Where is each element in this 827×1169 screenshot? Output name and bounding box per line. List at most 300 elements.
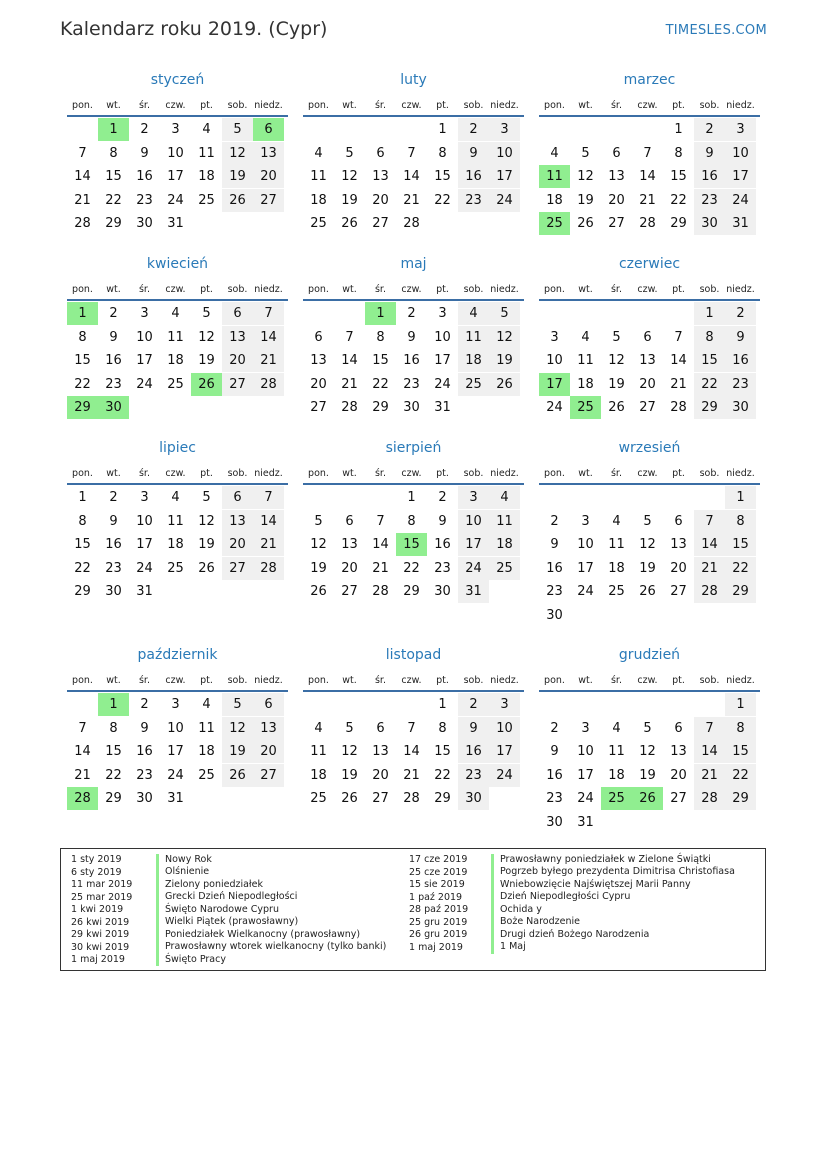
legend-holiday-name: Pogrzeb byłego prezydenta Dimitrisa Christofiasa — [491, 866, 735, 879]
weekday-header: czw. — [165, 675, 186, 686]
day-cell: 23 — [725, 373, 756, 396]
day-cell: 10 — [136, 329, 153, 345]
day-cell: 4 — [202, 697, 211, 712]
day-cell: 4 — [612, 513, 621, 529]
day-cell: 27 — [310, 400, 327, 415]
day-cell: 18 — [608, 560, 625, 576]
day-cell: 1 — [98, 118, 129, 141]
day-cell: 24 — [489, 189, 520, 212]
day-cell: 5 — [345, 720, 354, 736]
day-cell: 1 — [67, 302, 98, 325]
day-cell: 11 — [489, 510, 520, 533]
day-cell: 21 — [74, 192, 91, 208]
day-cell: 16 — [105, 353, 122, 368]
day-cell: 21 — [403, 192, 420, 208]
weekday-header: pon. — [72, 675, 93, 686]
legend-holiday-name: Prawosławny wtorek wielkanocny (tylko banki) — [156, 941, 386, 954]
day-cell: 12 — [639, 537, 656, 552]
weekday-header: wt. — [342, 284, 357, 295]
day-cell: 4 — [314, 720, 323, 736]
day-cell: 8 — [674, 145, 683, 161]
day-cell: 7 — [674, 329, 683, 345]
day-cell: 26 — [341, 216, 358, 231]
day-cell: 17 — [434, 353, 451, 368]
day-cell: 3 — [171, 697, 180, 712]
day-cell: 15 — [74, 537, 91, 552]
day-cell: 13 — [372, 169, 389, 184]
weekday-header: śr. — [610, 284, 622, 295]
day-cell: 29 — [670, 216, 687, 231]
day-cell: 22 — [434, 767, 451, 783]
legend-date: 6 sty 2019 — [71, 866, 122, 878]
weekday-header: czw. — [401, 100, 422, 111]
header-rule — [67, 299, 288, 301]
weekday-header: pt. — [672, 468, 685, 479]
day-cell: 21 — [74, 767, 91, 783]
weekday-header: czw. — [637, 468, 658, 479]
day-cell: 1 — [98, 693, 129, 716]
weekday-header: śr. — [374, 284, 386, 295]
day-cell: 6 — [314, 329, 323, 345]
weekday-header: czw. — [165, 468, 186, 479]
weekday-header: niedz. — [254, 468, 283, 479]
legend-date: 1 paź 2019 — [409, 891, 463, 903]
day-cell: 5 — [612, 329, 621, 345]
day-cell: 11 — [310, 169, 327, 184]
day-cell: 3 — [581, 513, 590, 529]
day-cell: 10 — [489, 142, 520, 165]
weekday-header: sob. — [699, 100, 720, 111]
day-cell: 17 — [136, 353, 153, 368]
day-cell: 18 — [167, 537, 184, 552]
day-cell: 15 — [105, 744, 122, 759]
month-name: listopad — [385, 647, 442, 663]
day-cell: 20 — [372, 767, 389, 783]
day-cell: 4 — [581, 329, 590, 345]
day-cell: 21 — [341, 376, 358, 392]
day-cell: 17 — [725, 165, 756, 188]
day-cell: 15 — [434, 744, 451, 759]
day-cell: 9 — [458, 717, 489, 740]
day-cell: 23 — [458, 764, 489, 787]
day-cell: 3 — [458, 486, 489, 509]
day-cell: 24 — [167, 767, 184, 783]
day-cell: 1 — [407, 490, 416, 505]
day-cell: 16 — [434, 537, 451, 552]
day-cell: 5 — [222, 693, 253, 716]
day-cell: 3 — [550, 329, 559, 345]
day-cell: 28 — [670, 400, 687, 415]
day-cell: 2 — [694, 118, 725, 141]
day-cell: 2 — [550, 720, 559, 736]
day-cell: 2 — [438, 490, 447, 505]
day-cell: 27 — [639, 400, 656, 415]
day-cell: 25 — [198, 192, 215, 208]
day-cell: 6 — [376, 720, 385, 736]
header-rule — [539, 690, 760, 692]
weekday-header: pt. — [436, 284, 449, 295]
weekday-header: śr. — [374, 468, 386, 479]
legend-holiday-name: Boże Narodzenie — [491, 916, 580, 929]
day-cell: 7 — [345, 329, 354, 345]
legend-holiday-name: Dzień Niepodległości Cypru — [491, 891, 630, 904]
day-cell: 22 — [725, 557, 756, 580]
day-cell: 16 — [403, 353, 420, 368]
day-cell: 10 — [725, 142, 756, 165]
weekday-header: niedz. — [726, 468, 755, 479]
day-cell: 20 — [639, 376, 656, 392]
day-cell: 29 — [105, 216, 122, 231]
day-cell: 16 — [105, 537, 122, 552]
weekday-header: śr. — [138, 100, 150, 111]
day-cell: 21 — [253, 349, 284, 372]
month-name: sierpień — [385, 440, 442, 456]
legend-date: 25 mar 2019 — [71, 891, 133, 903]
day-cell: 5 — [489, 302, 520, 325]
day-cell: 1 — [725, 693, 756, 716]
day-cell: 19 — [310, 560, 327, 576]
header-rule — [67, 690, 288, 692]
day-cell: 16 — [725, 349, 756, 372]
weekday-header: wt. — [342, 675, 357, 686]
weekday-header: pon. — [544, 100, 565, 111]
day-cell: 6 — [612, 145, 621, 161]
weekday-header: niedz. — [254, 100, 283, 111]
day-cell: 19 — [198, 537, 215, 552]
weekday-header: niedz. — [490, 675, 519, 686]
day-cell: 30 — [403, 400, 420, 415]
day-cell: 28 — [639, 216, 656, 231]
day-cell: 21 — [670, 376, 687, 392]
weekday-header: niedz. — [726, 675, 755, 686]
legend-holiday-name: Grecki Dzień Niepodległości — [156, 891, 297, 904]
day-cell: 7 — [253, 486, 284, 509]
weekday-header: śr. — [374, 675, 386, 686]
month-name: wrzesień — [618, 440, 681, 456]
day-cell: 26 — [577, 216, 594, 231]
day-cell: 19 — [489, 349, 520, 372]
weekday-header: śr. — [610, 468, 622, 479]
day-cell: 18 — [577, 376, 594, 392]
day-cell: 16 — [546, 560, 563, 576]
day-cell: 2 — [140, 122, 149, 137]
day-cell: 17 — [489, 740, 520, 763]
day-cell: 2 — [458, 118, 489, 141]
day-cell: 22 — [434, 192, 451, 208]
day-cell: 20 — [222, 349, 253, 372]
day-cell: 8 — [438, 145, 447, 161]
day-cell: 4 — [314, 145, 323, 161]
day-cell: 4 — [550, 145, 559, 161]
day-cell: 15 — [725, 533, 756, 556]
day-cell: 21 — [403, 767, 420, 783]
day-cell: 24 — [434, 376, 451, 392]
day-cell: 18 — [458, 349, 489, 372]
day-cell: 6 — [222, 302, 253, 325]
weekday-header: pt. — [672, 100, 685, 111]
day-cell: 20 — [341, 560, 358, 576]
legend-date: 28 paź 2019 — [409, 904, 469, 915]
day-cell: 19 — [198, 353, 215, 368]
day-cell: 13 — [253, 717, 284, 740]
day-cell: 16 — [458, 165, 489, 188]
day-cell: 30 — [136, 216, 153, 231]
day-cell: 29 — [105, 791, 122, 806]
day-cell: 2 — [407, 306, 416, 321]
day-cell: 28 — [403, 216, 420, 231]
day-cell: 3 — [725, 118, 756, 141]
day-cell: 25 — [310, 216, 327, 231]
weekday-header: czw. — [637, 100, 658, 111]
day-cell: 23 — [136, 767, 153, 783]
month-name: grudzień — [618, 647, 681, 663]
day-cell: 20 — [310, 376, 327, 392]
day-cell: 23 — [546, 791, 563, 806]
day-cell: 24 — [167, 192, 184, 208]
day-cell: 8 — [438, 720, 447, 736]
day-cell: 11 — [608, 744, 625, 759]
weekday-header: pt. — [200, 284, 213, 295]
day-cell: 12 — [577, 169, 594, 184]
day-cell: 29 — [403, 584, 420, 599]
weekday-header: sob. — [463, 284, 484, 295]
day-cell: 21 — [372, 560, 389, 576]
holiday-legend — [60, 848, 766, 971]
weekday-header: sob. — [227, 468, 248, 479]
legend-holiday-name: Święto Pracy — [156, 954, 226, 967]
day-cell: 13 — [341, 537, 358, 552]
day-cell: 20 — [253, 740, 284, 763]
day-cell: 14 — [639, 169, 656, 184]
day-cell: 2 — [109, 306, 118, 321]
day-cell: 17 — [167, 169, 184, 184]
day-cell: 24 — [458, 557, 489, 580]
weekday-header: wt. — [106, 284, 121, 295]
day-cell: 25 — [167, 376, 184, 392]
day-cell: 5 — [202, 490, 211, 505]
legend-holiday-name: Drugi dzień Bożego Narodzenia — [491, 929, 649, 942]
page-title: Kalendarz roku 2019. (Cypr) — [60, 18, 328, 40]
day-cell: 6 — [253, 118, 284, 141]
day-cell: 19 — [341, 192, 358, 208]
day-cell: 8 — [725, 510, 756, 533]
day-cell: 17 — [577, 560, 594, 576]
day-cell: 8 — [78, 513, 87, 529]
day-cell: 9 — [109, 513, 118, 529]
weekday-header: śr. — [610, 675, 622, 686]
month-name: marzec — [623, 72, 676, 88]
weekday-header: pon. — [308, 284, 329, 295]
day-cell: 23 — [434, 560, 451, 576]
weekday-header: sob. — [463, 468, 484, 479]
day-cell: 24 — [136, 560, 153, 576]
day-cell: 30 — [98, 396, 129, 419]
weekday-header: sob. — [227, 675, 248, 686]
day-cell: 9 — [550, 744, 559, 759]
weekday-header: wt. — [342, 468, 357, 479]
legend-date: 17 cze 2019 — [409, 854, 468, 865]
day-cell: 5 — [581, 145, 590, 161]
legend-date: 26 kwi 2019 — [71, 916, 130, 928]
day-cell: 21 — [639, 192, 656, 208]
day-cell: 22 — [105, 192, 122, 208]
day-cell: 21 — [694, 557, 725, 580]
day-cell: 22 — [372, 376, 389, 392]
weekday-header: śr. — [138, 284, 150, 295]
day-cell: 18 — [198, 169, 215, 184]
weekday-header: sob. — [227, 284, 248, 295]
day-cell: 5 — [345, 145, 354, 161]
day-cell: 25 — [601, 787, 632, 810]
header-rule — [67, 115, 288, 117]
header-rule — [539, 115, 760, 117]
day-cell: 6 — [674, 513, 683, 529]
day-cell: 28 — [403, 791, 420, 806]
day-cell: 14 — [372, 537, 389, 552]
day-cell: 1 — [78, 490, 87, 505]
month-name: kwiecień — [146, 256, 209, 272]
day-cell: 27 — [372, 216, 389, 231]
legend-holiday-name: Poniedziałek Wielkanocny (prawosławny) — [156, 929, 360, 942]
day-cell: 31 — [167, 791, 184, 806]
day-cell: 12 — [341, 744, 358, 759]
day-cell: 20 — [222, 533, 253, 556]
day-cell: 18 — [546, 192, 563, 208]
day-cell: 6 — [643, 329, 652, 345]
legend-holiday-name: Nowy Rok — [156, 854, 212, 867]
day-cell: 29 — [74, 584, 91, 599]
header-rule — [303, 299, 524, 301]
header-rule — [303, 690, 524, 692]
day-cell: 15 — [74, 353, 91, 368]
day-cell: 7 — [78, 720, 87, 736]
day-cell: 25 — [458, 373, 489, 396]
day-cell: 5 — [202, 306, 211, 321]
day-cell: 14 — [341, 353, 358, 368]
day-cell: 26 — [310, 584, 327, 599]
weekday-header: pon. — [544, 284, 565, 295]
day-cell: 12 — [310, 537, 327, 552]
brand-link[interactable]: TIMESLES.COM — [665, 23, 767, 38]
day-cell: 26 — [222, 189, 253, 212]
header-rule — [539, 483, 760, 485]
weekday-header: czw. — [637, 675, 658, 686]
day-cell: 24 — [577, 584, 594, 599]
month-name: styczeń — [150, 72, 205, 88]
day-cell: 22 — [74, 376, 91, 392]
day-cell: 29 — [725, 580, 756, 603]
day-cell: 17 — [489, 165, 520, 188]
day-cell: 2 — [550, 513, 559, 529]
day-cell: 1 — [694, 302, 725, 325]
day-cell: 31 — [136, 584, 153, 599]
day-cell: 20 — [670, 560, 687, 576]
day-cell: 9 — [694, 142, 725, 165]
weekday-header: niedz. — [490, 284, 519, 295]
weekday-header: pt. — [200, 675, 213, 686]
day-cell: 6 — [345, 513, 354, 529]
day-cell: 13 — [372, 744, 389, 759]
day-cell: 29 — [694, 396, 725, 419]
day-cell: 11 — [577, 353, 594, 368]
weekday-header: pt. — [672, 675, 685, 686]
header-rule — [303, 115, 524, 117]
weekday-header: czw. — [165, 284, 186, 295]
day-cell: 5 — [643, 720, 652, 736]
day-cell: 26 — [191, 373, 222, 396]
day-cell: 11 — [198, 720, 215, 736]
weekday-header: pon. — [72, 100, 93, 111]
legend-holiday-name: Olśnienie — [156, 866, 209, 879]
day-cell: 19 — [222, 165, 253, 188]
weekday-header: pt. — [436, 468, 449, 479]
day-cell: 11 — [458, 326, 489, 349]
day-cell: 6 — [674, 720, 683, 736]
day-cell: 26 — [639, 584, 656, 599]
day-cell: 26 — [341, 791, 358, 806]
day-cell: 13 — [222, 326, 253, 349]
day-cell: 27 — [670, 584, 687, 599]
weekday-header: czw. — [401, 468, 422, 479]
day-cell: 11 — [167, 513, 184, 529]
day-cell: 21 — [253, 533, 284, 556]
day-cell: 18 — [608, 767, 625, 783]
day-cell: 2 — [140, 697, 149, 712]
day-cell: 7 — [253, 302, 284, 325]
day-cell: 31 — [577, 814, 594, 830]
weekday-header: śr. — [610, 100, 622, 111]
legend-date: 1 maj 2019 — [409, 941, 463, 953]
day-cell: 22 — [725, 764, 756, 787]
day-cell: 17 — [458, 533, 489, 556]
day-cell: 6 — [376, 145, 385, 161]
weekday-header: niedz. — [490, 468, 519, 479]
legend-date: 11 mar 2019 — [71, 879, 133, 890]
day-cell: 3 — [489, 118, 520, 141]
day-cell: 23 — [458, 189, 489, 212]
day-cell: 31 — [434, 400, 451, 415]
day-cell: 24 — [136, 376, 153, 392]
day-cell: 1 — [725, 486, 756, 509]
day-cell: 27 — [222, 373, 253, 396]
day-cell: 10 — [577, 744, 594, 759]
day-cell: 13 — [670, 537, 687, 552]
weekday-header: sob. — [227, 100, 248, 111]
legend-date: 25 gru 2019 — [409, 916, 468, 928]
day-cell: 23 — [694, 189, 725, 212]
weekday-header: niedz. — [726, 284, 755, 295]
weekday-header: wt. — [106, 468, 121, 479]
weekday-header: wt. — [578, 100, 593, 111]
day-cell: 15 — [396, 533, 427, 556]
weekday-header: pt. — [436, 675, 449, 686]
day-cell: 5 — [314, 513, 323, 529]
day-cell: 30 — [105, 584, 122, 599]
day-cell: 28 — [694, 787, 725, 810]
day-cell: 13 — [253, 142, 284, 165]
day-cell: 18 — [310, 192, 327, 208]
weekday-header: niedz. — [254, 284, 283, 295]
legend-holiday-name: Zielony poniedziałek — [156, 879, 263, 892]
weekday-header: pt. — [672, 284, 685, 295]
weekday-header: wt. — [106, 100, 121, 111]
day-cell: 3 — [581, 720, 590, 736]
day-cell: 4 — [489, 486, 520, 509]
day-cell: 26 — [222, 764, 253, 787]
day-cell: 17 — [136, 537, 153, 552]
day-cell: 30 — [725, 396, 756, 419]
day-cell: 27 — [253, 189, 284, 212]
